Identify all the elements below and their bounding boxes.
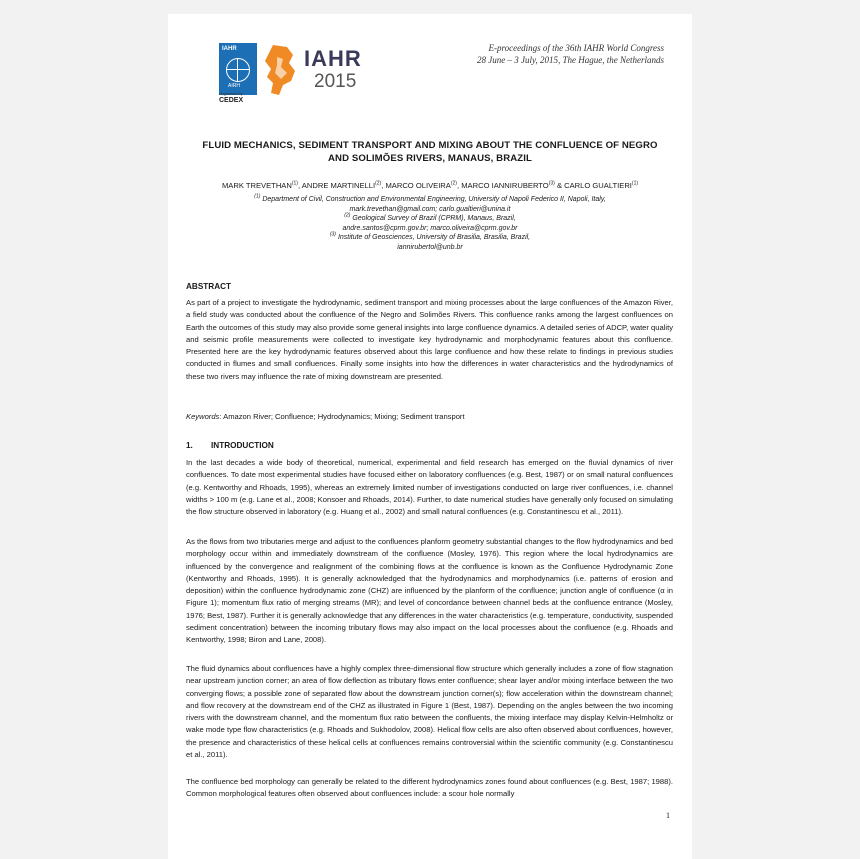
affiliation-mark: (3) [329, 232, 336, 239]
intro-paragraph-3: The fluid dynamics about confluences have a highly complex three-dimensional flow structure which generally includes a zone of flow stagnation near upstream junction corner; an area of flow deflection as tributary flows enter confluence; shear layer and/or mixing interface between the two converging flows; a possible zone of separated flow about the downstream junction corner(s); flow acceleration within the downstream channel; and flow recovery at the downstream end of the CHZ as illustrated in Figure 1 (Best, 1987). Depending on the angles between the two incoming rivers with the downstream channel, and the momentum flux ratio between the confluents, the mixing interface may display Kelvin-Helmholtz or wake mode type flow characteristics (e.g. Rhoads and Sukhodolov, 2008). Helical flow cells are also often observed about confluences, however, the presence and characteristics of these helical cells at confluences remains controversial within the scientific community (e.g. Constantinescu et al., 2011). [186, 664, 673, 760]
sponsor-small-text: Organised by [219, 91, 243, 96]
intro-paragraph-2: As the flows from two tributaries merge and adjust to the confluences planform geometry substantial changes to the flow hydrodynamics and bed morphology occur within and immediately downstream of the confluence (Mosley, 1976). This region where the local hydrodynamics are influenced by the convergence and realignment of the combining flows at the confluence is known as the Confluence Hydrodynamic Zone (Kentworthy and Rhoads, 1995). It is generally acknowledged that the hydrodynamics and morphodynamics (i.e. patterns of erosion and deposition) within the confluence hydrodynamic zone (CHZ) are influenced by the planform of the confluence; junction angle of confluence (α in Figure 1); momentum flux ratio of merging streams (MR); and level of concordance between channel beds at the confluence entrance (Mosley, 1976; Best, 1987). Further it is generally acknowledge that any differences in the water characteristics (e.g. temperature, conductivity, suspended sediment concentration) between the incoming tributary flows may also impact on the local processes about the confluence (e.g. Rhoads and Kentworthy, 1998; Biron and Lane, 2008). [186, 537, 673, 645]
page-number: 1 [666, 811, 670, 820]
author-mark: (1) [631, 180, 639, 187]
logo-name: IAHR [304, 46, 362, 71]
affiliation-email: andre.santos@cprm.gov.br; marco.oliveira@cprm.gov.br [342, 224, 518, 232]
author-mark: (1) [291, 180, 298, 187]
logo-year: 2015 [314, 71, 357, 92]
author-separator: , [381, 181, 386, 190]
author-mark: (3) [548, 180, 555, 187]
affiliation-line: $^{(1)}$ Department of Civil, Construction and Environmental Engineering, University of Napoli Federico II, Napoli, Italy, [254, 193, 606, 203]
affiliation-mark: (2) [344, 212, 351, 219]
badge-top-text: IAHR [222, 46, 237, 52]
keywords-text: : Amazon River; Confluence; Hydrodynamics; Mixing; Sediment transport [219, 412, 465, 421]
globe-icon [226, 58, 250, 82]
author-name: CARLO GUALTIERI [564, 181, 632, 190]
conference-info [420, 42, 664, 66]
affiliation-line: $^{(2)}$ Geological Survey of Brazil (CPRM), Manaus, Brazil, [344, 212, 516, 223]
iahr-2015-logo [219, 43, 369, 105]
badge-bottom-text: AIRH [228, 83, 240, 89]
author-name: ANDRE MARTINELLI [301, 181, 376, 190]
affiliation-line: $^{(3)}$ Institute of Geosciences, University of Brasilia, Brasilia, Brazil, [329, 232, 531, 242]
author-separator: & [554, 181, 565, 190]
paper-title [186, 139, 674, 165]
netherlands-map-icon [259, 43, 299, 98]
author-name: MARCO OLIVEIRA [385, 181, 451, 190]
intro-paragraph-1: In the last decades a wide body of theoretical, numerical, experimental and field research has emerged on the fluvial dynamics of river confluences. To date most experimental studies have focused either on laboratory confluences (e.g. Best, 1987) or on small natural confluences (e.g. Kentworthy and Rhoads, 1995), whereas an extremely limited number of investigations conducted on large river confluences, i.e. channel widths > 100 m (e.g. Lane et al., 2008; Konsoer and Rhoads, 2014). Further, to date numerical studies have generally only focused on simulating the flow structure observed in laboratory (e.g. Huang et al., 2002) and small natural confluences (e.g. Constantinescu et al., 2011). [186, 458, 673, 517]
affiliation-mark: (1) [254, 193, 261, 200]
conference-line-1: E-proceedings of the 36th IAHR World Congress [488, 43, 664, 53]
affiliation-email: iannirubertol@unb.br [397, 243, 463, 251]
author-mark: (2) [450, 180, 457, 187]
author-name: MARCO IANNIRUBERTO [461, 181, 549, 190]
title-line-2: AND SOLIMÕES RIVERS, MANAUS, BRAZIL [328, 153, 532, 164]
affiliations [186, 195, 674, 253]
conference-line-2: 28 June – 3 July, 2015, The Hague, the Netherlands [477, 55, 664, 65]
author-separator: , [297, 181, 302, 190]
keywords-line [186, 412, 673, 421]
author-list [186, 181, 674, 190]
author-name: MARK TREVETHAN [221, 181, 292, 190]
title-line-1: FLUID MECHANICS, SEDIMENT TRANSPORT AND MIXING ABOUT THE CONFLUENCE OF NEGRO [202, 140, 658, 151]
affiliation-email: mark.trevethan@gmail.com; carlo.gualtieri@unina.it [349, 205, 511, 213]
abstract-paragraph: As part of a project to investigate the hydrodynamic, sediment transport and mixing processes about the large confluences of the Amazon River, a field study was conducted about the confluence of the Negro and Solimões Rivers. This confluence ranks among the largest confluences on Earth the outcomes of this study may also provide some general insights into large confluence dynamics. A detailed series of ADCP, water quality and seismic profile measurements were collected to investigate key hydrodynamic and morphodynamic features about this confluence. Presented here are the key hydrodynamic features observed about this large confluence and how these relate to findings in previous studies conducted in flumes and small confluences. Finally some insights into how the differences in water characteristics and the hydrodynamics of these two rivers may influence the rate of mixing downstream are presented. [186, 298, 673, 381]
keywords-label: Keywords [186, 412, 220, 421]
sponsor-cedex: CEDEX [219, 97, 244, 104]
author-separator: , [456, 181, 462, 190]
intro-paragraph-4: The confluence bed morphology can generally be related to the different hydrodynamics zones found about confluences (e.g. Best, 1987; 1988). Common morphological features often observed about confluences include: a scour hole normally [186, 777, 673, 799]
author-mark: (2) [375, 180, 382, 187]
section-heading-introduction: 1. INTRODUCTION [186, 441, 274, 450]
abstract-heading: ABSTRACT [186, 282, 232, 291]
iahr-badge [219, 43, 257, 95]
